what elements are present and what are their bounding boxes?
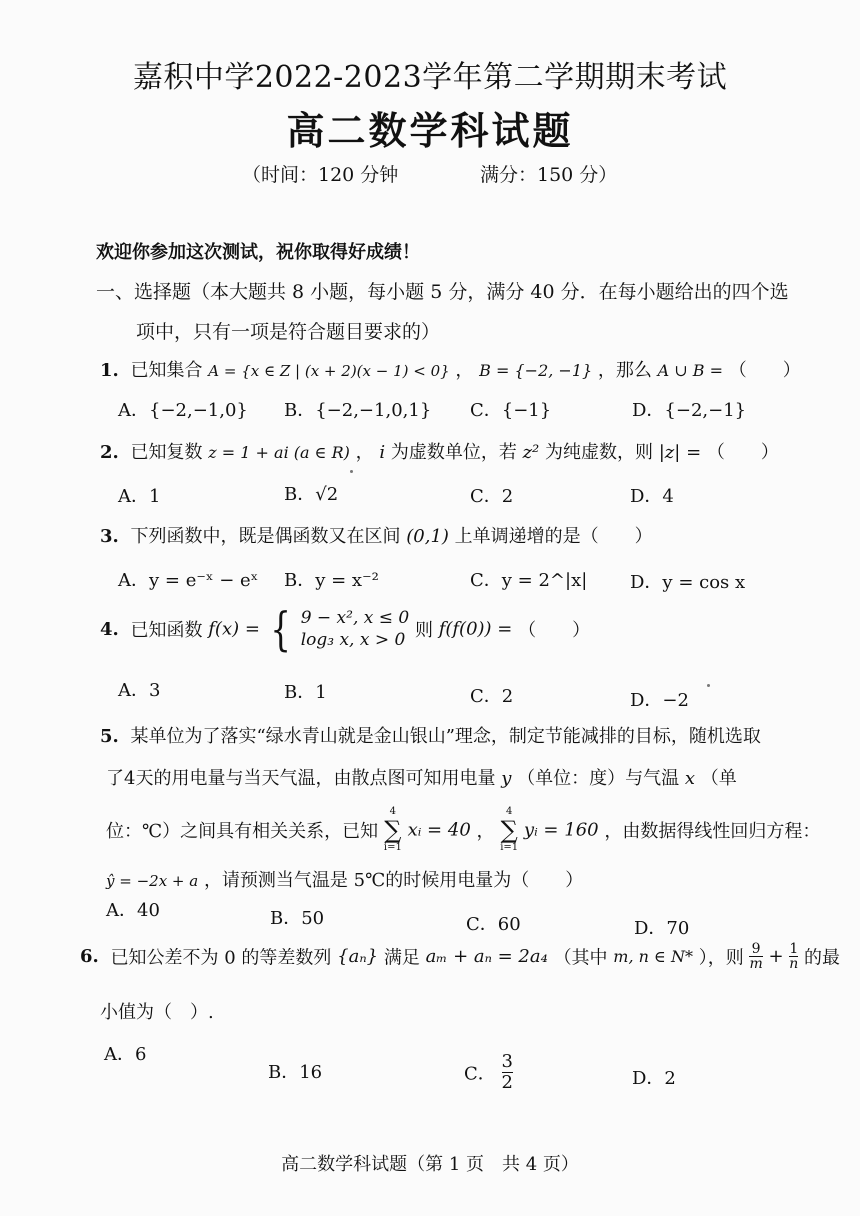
var-y: y: [501, 768, 512, 789]
union-expr: A ∪ B =: [657, 361, 724, 380]
function-name: f(x) =: [208, 618, 260, 640]
numerator: 9: [751, 941, 761, 957]
question-5-line-2: [106, 764, 737, 790]
question-text: 已知集合: [130, 360, 203, 381]
question-text: 上单调递增的是（ ）: [454, 526, 653, 547]
question-number: 5.: [100, 726, 119, 747]
question-text: （单位：度）与气温: [517, 768, 680, 789]
regression-eq: ŷ = −2x + a: [106, 872, 199, 890]
question-text: ，: [455, 360, 474, 381]
option-a: A．{−2,−1,0}: [118, 400, 248, 421]
question-text: ，那么: [597, 360, 652, 381]
page-footer: 高二数学科试题（第 1 页 共 4 页）: [281, 1154, 579, 1175]
question-6: [80, 942, 840, 971]
sum-upper: 4: [389, 806, 397, 817]
question-text: 满足: [383, 947, 420, 969]
fraction-1-over-n: [789, 942, 798, 971]
option-a: A．6: [104, 1044, 147, 1065]
option-b: B．{−2,−1,0,1}: [284, 400, 432, 421]
sigma-icon: ∑: [500, 816, 518, 844]
question-text: 则: [414, 620, 433, 641]
option-a: A．1: [118, 486, 161, 507]
option-label: C．: [464, 1063, 496, 1085]
var-x: x: [684, 768, 695, 789]
sum-y-value: yᵢ = 160: [523, 819, 599, 841]
numerator: 1: [789, 941, 799, 957]
answer-bracket: （ ）: [518, 620, 591, 641]
sum-lower: i=1: [500, 842, 519, 853]
question-text: ，由数据得线性回归方程：: [604, 821, 821, 842]
question-text: ），则: [698, 947, 744, 969]
option-c: C．2: [470, 486, 514, 507]
imag-unit: i: [379, 442, 386, 463]
scan-speck: [707, 684, 710, 687]
fraction-3-over-2: [502, 1052, 513, 1093]
answer-bracket: （ ）: [706, 442, 779, 463]
question-text: （其中: [553, 947, 608, 969]
sequence: {aₙ}: [337, 946, 379, 967]
denominator: n: [789, 956, 799, 972]
option-d: D．−2: [630, 690, 689, 711]
question-number: 6.: [80, 946, 99, 967]
option-b: B．16: [268, 1062, 323, 1083]
question-5-line-3: 位：℃）之间具有相关关系，已知 4 ∑ i=1 xᵢ = 40 ， 4 ∑ i=1 yᵢ = 160 ，由数据得线性回归方程：: [106, 806, 821, 853]
piecewise-function: [266, 602, 410, 656]
option-a: A．40: [106, 900, 160, 921]
option-c: C．y = 2^|x|: [470, 570, 588, 591]
question-6-line-2: 小值为（ ）.: [100, 1002, 214, 1023]
question-4: [100, 602, 591, 656]
scan-speck: [350, 470, 353, 473]
brace-icon: {: [270, 602, 291, 656]
welcome-text: 欢迎你参加这次测试，祝你取得好成绩！: [96, 242, 420, 263]
question-text: 下列函数中，既是偶函数又在区间: [130, 526, 401, 547]
question-5: [100, 722, 761, 748]
option-d: D．{−2,−1}: [632, 400, 747, 421]
section-line-1: 一、选择题（本大题共 8 小题，每小题 5 分，满分 40 分．在每小题给出的四个选: [96, 281, 789, 303]
sequence-equation: aₘ + aₙ = 2a₄: [425, 946, 548, 967]
case-2: log₃ x, x > 0: [300, 630, 406, 650]
question-1: [100, 356, 801, 382]
option-d: D．2: [632, 1068, 676, 1089]
question-text: 已知公差不为 0 的等差数列: [110, 947, 332, 969]
question-text: 为虚数单位，若: [390, 442, 517, 463]
exam-score: 满分：150 分）: [480, 164, 618, 186]
option-c: C．60: [466, 914, 521, 935]
option-c: C．{−1}: [470, 400, 552, 421]
question-5-line-4: [106, 866, 583, 892]
option-c: [464, 1052, 513, 1093]
section-line-2: 项中，只有一项是符合题目要求的）: [136, 321, 441, 343]
option-d: D．70: [634, 918, 690, 939]
sum-upper: 4: [506, 806, 513, 817]
exam-time: （时间：120 分钟: [242, 164, 399, 186]
question-3: [100, 522, 653, 548]
set-a: A = {x ∈ Z | (x + 2)(x − 1) < 0}: [208, 362, 450, 380]
sum-y: [500, 806, 518, 854]
set-b: B = {−2, −1}: [479, 361, 593, 380]
question-text: 已知复数: [130, 442, 203, 463]
question-text: 了4天的用电量与当天气温，由散点图可知用电量: [106, 768, 496, 789]
denominator: 2: [501, 1072, 513, 1093]
abs-z: |z| =: [658, 442, 702, 463]
sum-x: [384, 806, 402, 854]
question-text: 某单位为了落实“绿水青山就是金山银山”理念，制定节能减排的目标，随机选取: [130, 726, 761, 747]
question-text: ，请预测当气温是 5℃的时候用电量为（ ）: [203, 870, 584, 891]
numerator: 3: [501, 1051, 513, 1072]
index-condition: m, n ∈ N*: [613, 947, 693, 966]
option-d: D．y = cos x: [630, 572, 746, 593]
option-a: A．3: [118, 680, 161, 701]
option-b: B．y = x⁻²: [284, 570, 379, 591]
question-text: 已知函数: [130, 620, 203, 641]
fraction-9-over-m: [749, 942, 762, 971]
question-text: 位：℃）之间具有相关关系，已知: [106, 821, 379, 842]
sum-lower: i=1: [383, 842, 402, 853]
question-number: 2.: [100, 442, 119, 463]
question-text: 的最: [804, 947, 841, 969]
question-number: 4.: [100, 618, 119, 640]
option-c: C．2: [470, 686, 514, 707]
option-b: B．√2: [284, 484, 339, 505]
answer-bracket: （ ）: [728, 360, 801, 381]
question-text: ，: [355, 442, 374, 463]
case-1: 9 − x², x ≤ 0: [300, 608, 410, 628]
plus-sign: +: [768, 946, 784, 967]
question-number: 3.: [100, 526, 119, 547]
option-a: A．y = e⁻ˣ − eˣ: [118, 570, 259, 591]
exam-title: 高二数学科试题: [286, 108, 574, 153]
question-2: [100, 438, 779, 464]
sigma-icon: ∑: [384, 816, 402, 844]
question-number: 1.: [100, 360, 119, 381]
sum-x-value: xᵢ = 40: [407, 819, 471, 841]
question-text: 为纯虚数，则: [545, 442, 653, 463]
complex-def: z = 1 + ai (a ∈ R): [208, 443, 350, 462]
school-title: 嘉积中学2022-2023学年第二学期期末考试: [132, 60, 728, 95]
composite-expr: f(f(0)) =: [438, 618, 513, 640]
interval: (0,1): [406, 526, 449, 547]
option-d: D．4: [630, 486, 674, 507]
denominator: m: [749, 956, 763, 972]
section-heading: [96, 272, 816, 352]
question-text: （单: [700, 768, 737, 789]
z-squared: z²: [522, 442, 540, 463]
option-b: B．50: [270, 908, 325, 929]
option-b: B．1: [284, 682, 327, 703]
